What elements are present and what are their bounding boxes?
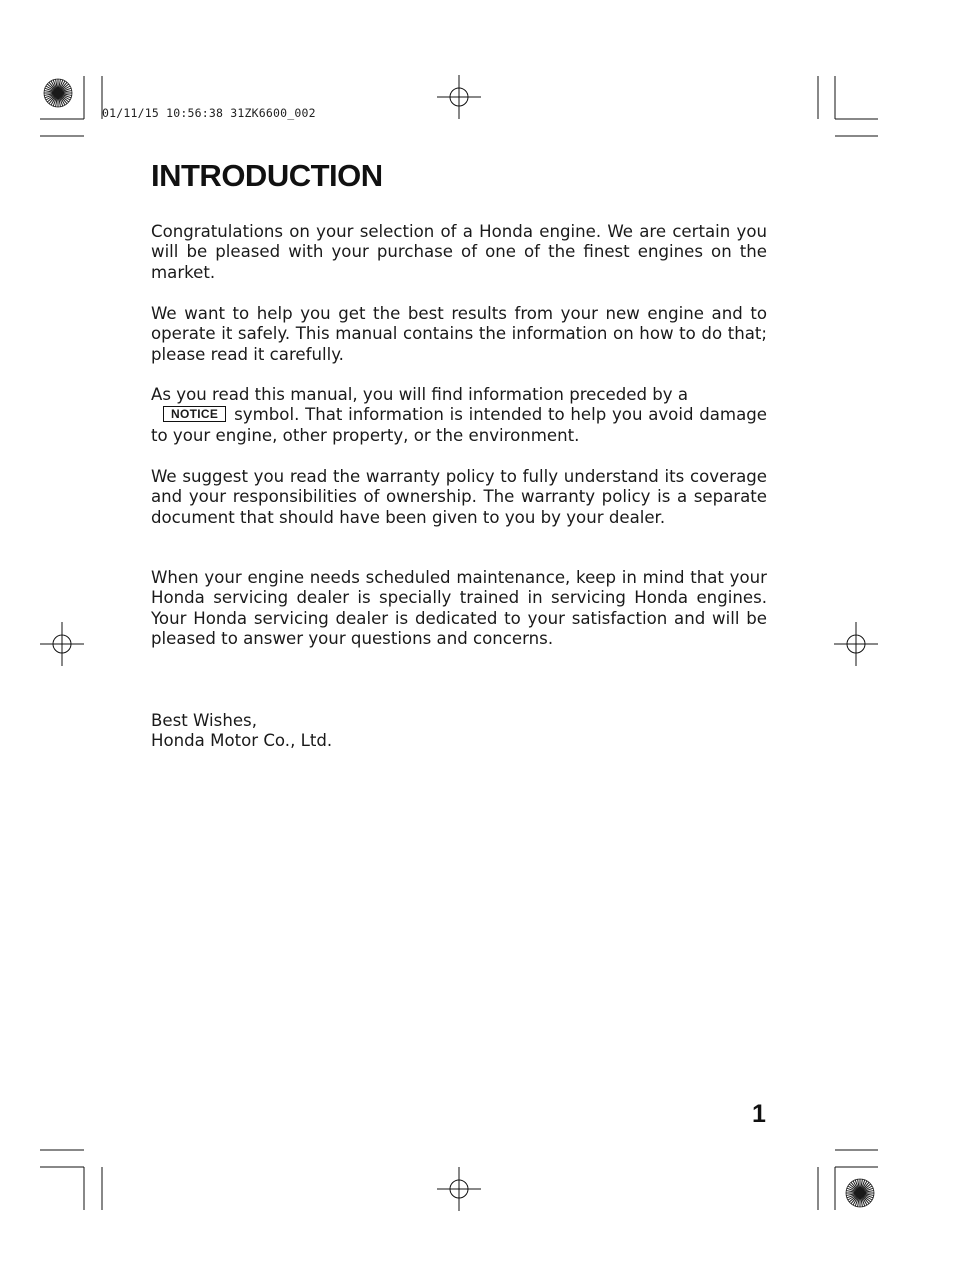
notice-badge: NOTICE (163, 406, 226, 422)
intro-paragraph-5: When your engine needs scheduled maintenance, keep in mind that your Honda servicing dealer is specially trained in servicing Honda engines. Your Honda servicing dealer is dedicated to your satisfaction and will be pleased to answer your questions and concerns. (151, 568, 767, 649)
page-title: INTRODUCTION (151, 158, 383, 193)
paragraph-3-end: symbol. That information is intended to help you avoid damage to your engine, other property, or the environment. (151, 405, 767, 445)
closing-block (151, 711, 767, 752)
intro-paragraph-3 (151, 385, 767, 446)
closing-salutation: Best Wishes, (151, 711, 257, 730)
intro-paragraph-4: We suggest you read the warranty policy to fully understand its coverage and your responsibilities of ownership. The warranty policy is a separate document that should have been given to you by your dealer. (151, 467, 767, 527)
crosshair-registration-icon (40, 622, 84, 666)
paragraph-3-start: As you read this manual, you will find information preceded by a (151, 385, 689, 404)
print-timestamp: 01/11/15 10:56:38 31ZK6600_002 (102, 106, 316, 120)
page-number: 1 (752, 1100, 766, 1128)
crosshair-registration-icon (437, 75, 481, 119)
intro-paragraph-1: Congratulations on your selection of a Honda engine. We are certain you will be pleased with your purchase of one of the finest engines on the market. (151, 222, 767, 282)
sunburst-registration-icon (44, 79, 72, 107)
closing-signature: Honda Motor Co., Ltd. (151, 731, 333, 751)
sunburst-registration-icon (846, 1179, 874, 1207)
crosshair-registration-icon (834, 622, 878, 666)
crosshair-registration-icon (437, 1167, 481, 1211)
intro-paragraph-2: We want to help you get the best results from your new engine and to operate it safely. This manual contains the information on how to do that; please read it carefully. (151, 304, 767, 364)
